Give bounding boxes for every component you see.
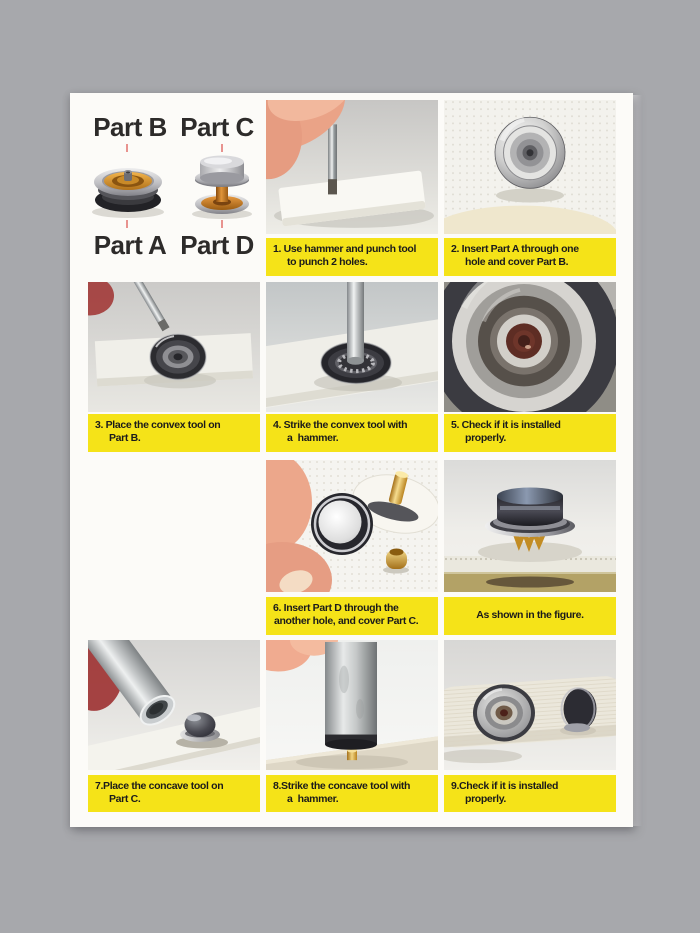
concave-tool bbox=[325, 642, 377, 750]
part-d-label: Part D bbox=[180, 230, 254, 260]
part-a-label: Part A bbox=[93, 230, 167, 260]
snap-socket bbox=[473, 684, 535, 741]
instruction-sheet bbox=[70, 93, 633, 827]
snap-shadow bbox=[496, 188, 564, 202]
step-8-photo bbox=[266, 640, 438, 770]
step-9-caption: 9.Check if it is installed properly. bbox=[444, 775, 616, 812]
part-d-stud bbox=[347, 748, 357, 760]
step-1-photo bbox=[266, 100, 438, 234]
snap-closeup bbox=[444, 282, 616, 412]
figure-caption: As shown in the figure. bbox=[444, 597, 616, 635]
step-7-caption: 7.Place the concave tool on Part C. bbox=[88, 775, 260, 812]
step-6-photo bbox=[266, 460, 438, 592]
part-c-cap bbox=[311, 493, 373, 555]
part-c-d-illustration bbox=[192, 156, 252, 220]
step-6-caption: 6. Insert Part D through the another hole, and cover Part C. bbox=[266, 597, 438, 635]
snap-ring bbox=[150, 334, 206, 379]
assembled-snap-photo bbox=[444, 460, 616, 592]
step-5-photo bbox=[444, 282, 616, 412]
step-4-photo bbox=[266, 282, 438, 412]
parts-photo-illustration bbox=[88, 144, 260, 228]
snap-socket bbox=[495, 117, 565, 188]
parts-legend bbox=[88, 100, 260, 276]
step-1-caption: 1. Use hammer and punch tool to punch 2 holes. bbox=[266, 238, 438, 276]
step-3-caption: 3. Place the convex tool on Part B. bbox=[88, 414, 260, 452]
part-b-a-illustration bbox=[92, 168, 164, 218]
part-c-label: Part C bbox=[180, 112, 254, 142]
part-b-label: Part B bbox=[93, 112, 167, 142]
step-9-photo bbox=[444, 640, 616, 770]
step-5-caption: 5. Check if it is installed properly. bbox=[444, 414, 616, 452]
step-7-photo bbox=[88, 640, 260, 770]
step-3-photo bbox=[88, 282, 260, 412]
step-4-caption: 4. Strike the convex tool with a hammer. bbox=[266, 414, 438, 452]
punch-tool bbox=[328, 124, 337, 194]
sheet-edge-shadow bbox=[633, 95, 642, 826]
step-8-caption: 8.Strike the concave tool with a hammer. bbox=[266, 775, 438, 812]
snap-shadow bbox=[486, 577, 574, 588]
step-2-caption: 2. Insert Part A through one hole and cover Part B. bbox=[444, 238, 616, 276]
step-2-photo bbox=[444, 100, 616, 234]
convex-tool bbox=[347, 282, 364, 365]
